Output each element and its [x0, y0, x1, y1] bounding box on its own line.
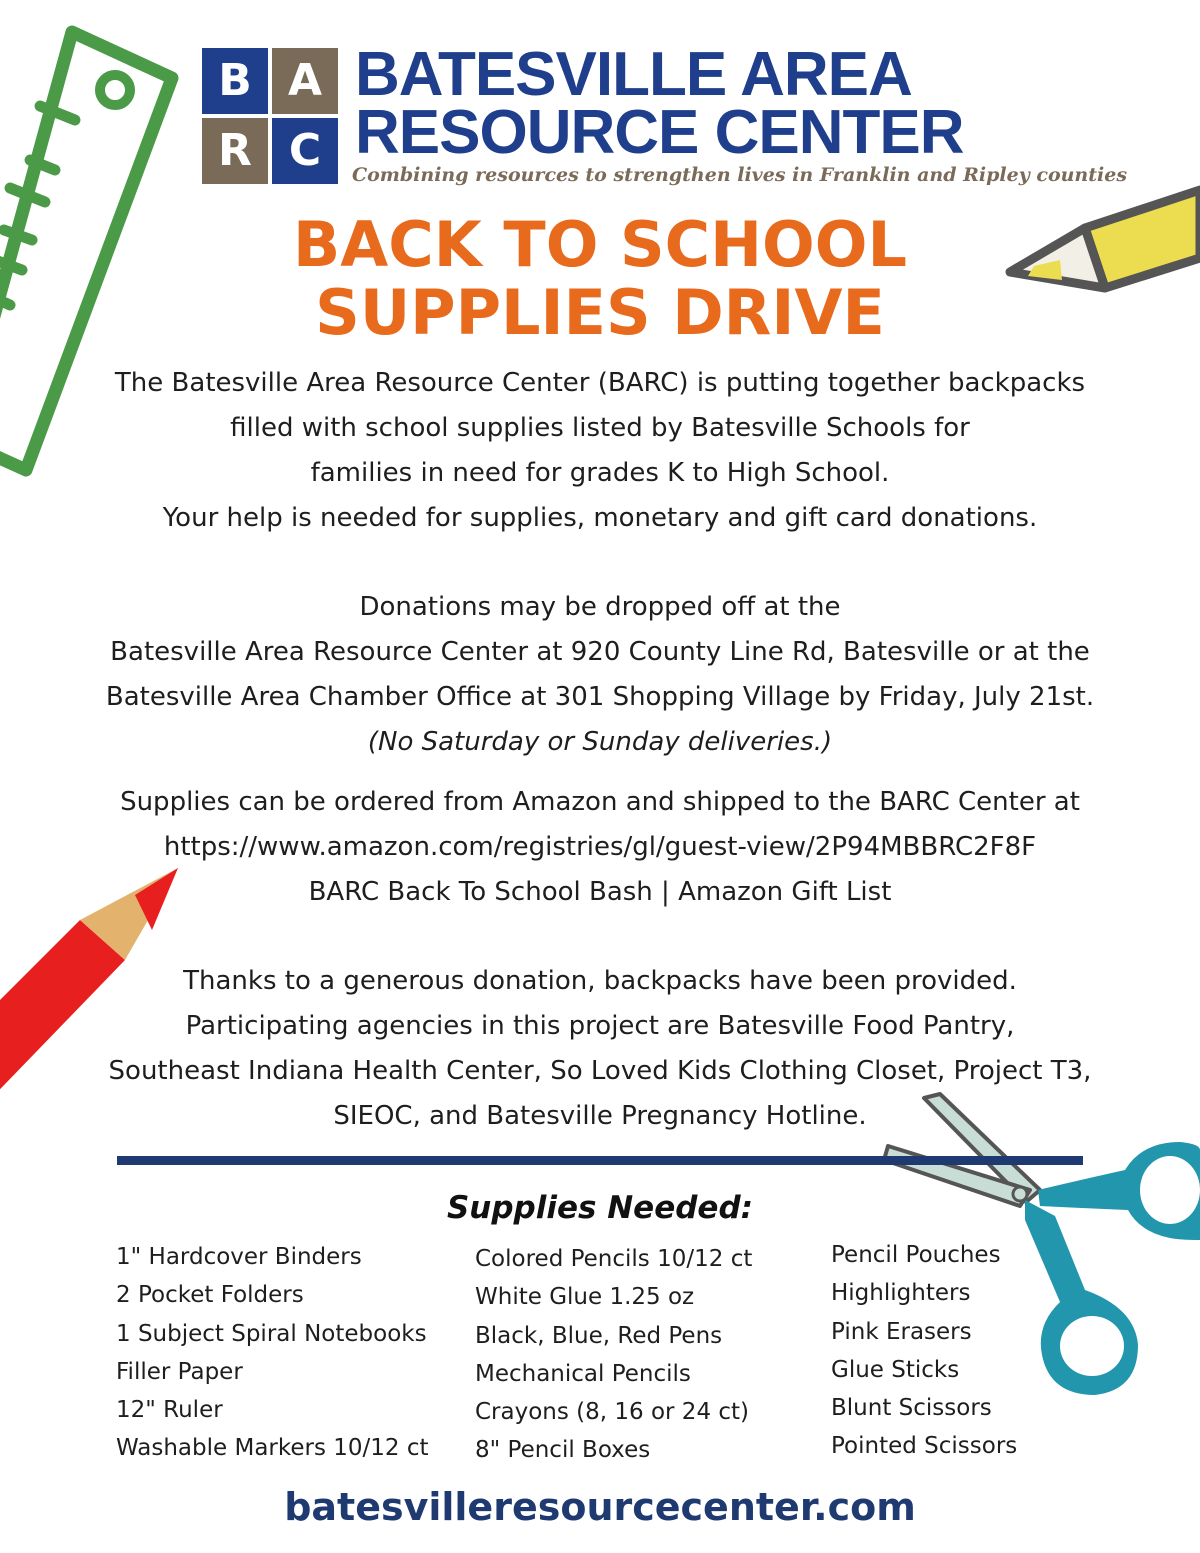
- supply-item: Colored Pencils 10/12 ct: [475, 1246, 753, 1272]
- supply-item: Washable Markers 10/12 ct: [116, 1435, 429, 1462]
- thanks-line: SIEOC, and Batesville Pregnancy Hotline.: [333, 1101, 867, 1131]
- supply-item: Glue Sticks: [831, 1356, 960, 1383]
- barc-logo: [200, 40, 1128, 190]
- intro-line: Your help is needed for supplies, monetary and gift card donations.: [162, 503, 1038, 533]
- amazon-registry-link[interactable]: https://www.amazon.com/registries/gl/guest-view/2P94MBBRC2F8F: [163, 832, 1037, 862]
- supply-item: 8" Pencil Boxes: [475, 1437, 651, 1464]
- logo-tile-c: C: [272, 118, 338, 184]
- thanks-line: Participating agencies in this project are Batesville Food Pantry,: [185, 1011, 1015, 1041]
- amazon-paragraph: [0, 780, 1200, 915]
- supplies-column-2: [475, 1240, 752, 1470]
- dropoff-line: Batesville Area Chamber Office at 301 Shopping Village by Friday, July 21st.: [105, 682, 1095, 712]
- supply-item: White Glue 1.25 oz: [475, 1284, 695, 1311]
- supply-item: 1" Hardcover Binders: [116, 1244, 362, 1270]
- dropoff-paragraph: [0, 585, 1200, 765]
- supply-item: Mechanical Pencils: [475, 1360, 691, 1387]
- thanks-paragraph: [0, 959, 1200, 1139]
- intro-line: The Batesville Area Resource Center (BARC) is putting together backpacks: [114, 368, 1086, 398]
- supply-item: 1 Subject Spiral Notebooks: [116, 1320, 427, 1347]
- thanks-line: Thanks to a generous donation, backpacks have been provided.: [183, 966, 1017, 996]
- supply-item: Black, Blue, Red Pens: [475, 1322, 723, 1349]
- supply-item: 12" Ruler: [116, 1397, 223, 1424]
- logo-tile-a: A: [272, 48, 338, 114]
- supply-item: Crayons (8, 16 or 24 ct): [475, 1399, 750, 1426]
- headline-line2: SUPPLIES DRIVE: [315, 276, 885, 349]
- supply-item: Highlighters: [831, 1280, 971, 1307]
- intro-paragraph: [0, 361, 1200, 541]
- supply-item: Pencil Pouches: [831, 1242, 1001, 1268]
- org-name-line2: RESOURCE CENTER: [355, 98, 964, 167]
- supplies-title: Supplies Needed:: [446, 1190, 754, 1226]
- logo-tile-r: R: [202, 118, 268, 184]
- amazon-line: Supplies can be ordered from Amazon and shipped to the BARC Center at: [120, 787, 1080, 817]
- supply-item: Pink Erasers: [831, 1318, 972, 1345]
- supplies-column-3: [831, 1236, 1017, 1466]
- supply-item: Blunt Scissors: [831, 1395, 992, 1422]
- org-tagline: Combining resources to strengthen lives in Franklin and Ripley counties: [352, 164, 1128, 186]
- org-name-line1: BATESVILLE AREA: [355, 40, 912, 109]
- section-divider: [117, 1156, 1083, 1165]
- amazon-gift-list-link[interactable]: BARC Back To School Bash | Amazon Gift List: [308, 877, 892, 907]
- supplies-column-1: [116, 1238, 429, 1468]
- logo-tile-b: B: [202, 48, 268, 114]
- intro-line: families in need for grades K to High School.: [310, 458, 890, 488]
- supply-item: Filler Paper: [116, 1358, 243, 1385]
- intro-line: filled with school supplies listed by Batesville Schools for: [230, 413, 970, 443]
- dropoff-note: (No Saturday or Sunday deliveries.): [367, 727, 833, 757]
- dropoff-line: Donations may be dropped off at the: [359, 592, 841, 622]
- dropoff-line: Batesville Area Resource Center at 920 County Line Rd, Batesville or at the: [110, 637, 1090, 667]
- supply-item: 2 Pocket Folders: [116, 1282, 304, 1309]
- thanks-line: Southeast Indiana Health Center, So Loved Kids Clothing Closet, Project T3,: [108, 1056, 1092, 1086]
- headline-line1: BACK TO SCHOOL: [293, 208, 907, 281]
- website-link[interactable]: batesvilleresourcecenter.com: [284, 1485, 916, 1529]
- supply-item: Pointed Scissors: [831, 1433, 1018, 1460]
